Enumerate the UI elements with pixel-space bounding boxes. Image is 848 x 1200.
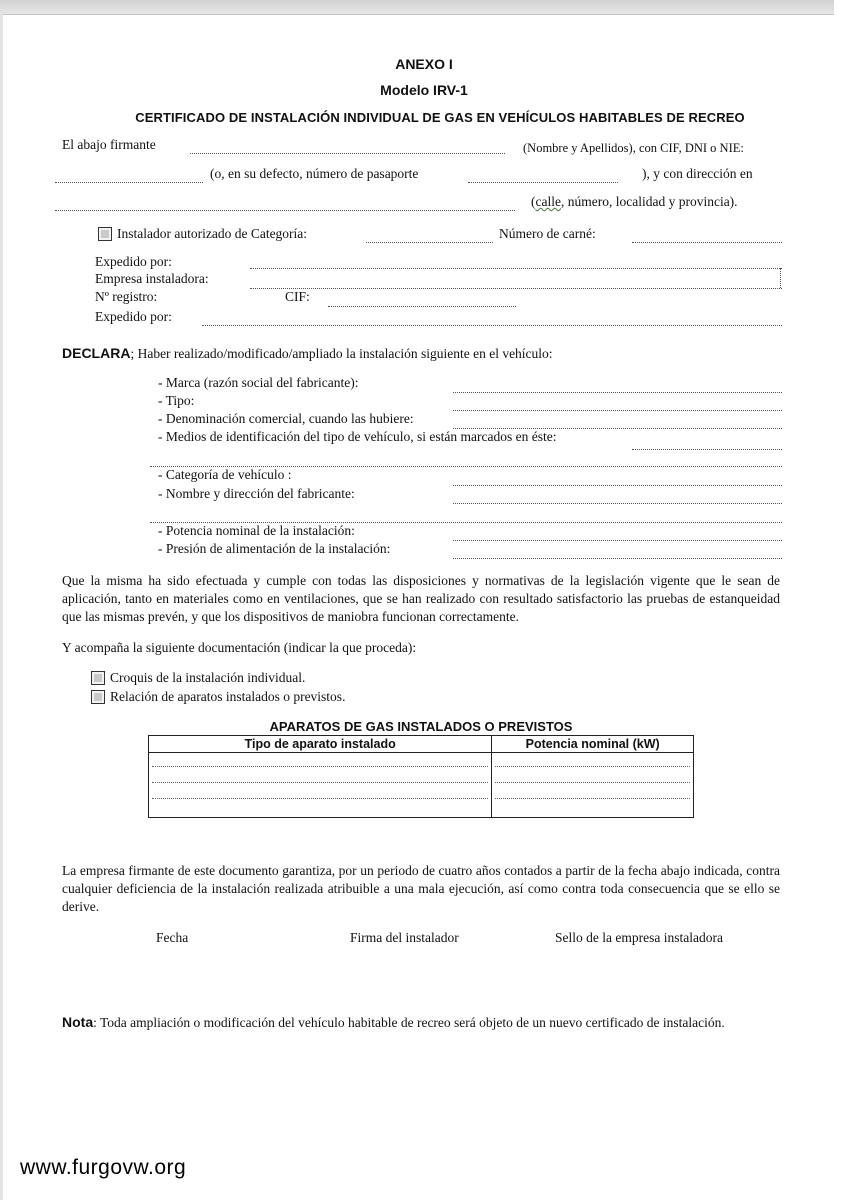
fecha-label: Fecha: [156, 930, 189, 945]
expedido-por-field-1[interactable]: [250, 268, 782, 269]
declara-item: - Presión de alimentación de la instalación:: [158, 541, 391, 556]
watermark-text: www.furgovw.org: [20, 1156, 187, 1179]
tipo-cell[interactable]: [149, 785, 492, 801]
declara-item: - Medios de identificación del tipo de vehículo, si están marcados en éste:: [158, 429, 557, 444]
declara-item: - Nombre y dirección del fabricante:: [158, 486, 355, 501]
direccion-field[interactable]: [55, 210, 515, 211]
potencia-cell[interactable]: [492, 753, 694, 770]
presion-field[interactable]: [453, 558, 782, 559]
abajo-firmante-label: El abajo firmante: [62, 137, 156, 152]
declara-item: - Categoría de vehículo :: [158, 467, 292, 482]
categoria-field[interactable]: [366, 242, 493, 243]
direccion-label: ), y con dirección en: [642, 166, 753, 181]
firma-instalador-label: Firma del instalador: [350, 930, 459, 945]
table-row: [149, 801, 694, 818]
marca-field[interactable]: [453, 392, 782, 393]
instalador-checkbox[interactable]: [98, 227, 112, 241]
instalador-label: Instalador autorizado de Categoría:: [117, 226, 308, 241]
expedido-por-field-2[interactable]: [202, 325, 782, 326]
fabricante-field[interactable]: [453, 503, 782, 504]
relacion-label: Relación de aparatos instalados o previstos.: [110, 689, 346, 704]
tipo-cell[interactable]: [149, 801, 492, 818]
categoria-vehiculo-field[interactable]: [453, 485, 782, 486]
nota-label: Nota: [62, 1014, 94, 1030]
expedido-por-label-2: Expedido por:: [95, 309, 172, 324]
empresa-field[interactable]: [250, 288, 782, 289]
nombre-field[interactable]: [190, 153, 505, 154]
documentacion-intro: Y acompaña la siguiente documentación (indicar la que proceda):: [62, 640, 417, 655]
registro-label: Nº registro:: [95, 289, 158, 304]
declara-item: - Denominación comercial, cuando las hubiere:: [158, 411, 414, 426]
potencia-cell[interactable]: [492, 801, 694, 818]
numero-carne-field[interactable]: [632, 242, 782, 243]
expedido-por-label-1: Expedido por:: [95, 254, 172, 269]
empresa-field-edge: [780, 268, 781, 288]
declara-item: - Tipo:: [158, 393, 195, 408]
nombre-apellidos-label: (Nombre y Apellidos), con CIF, DNI o NIE:: [523, 141, 744, 155]
calle-label: (calle, número, localidad y provincia).: [531, 194, 738, 209]
nota-paragraph: [62, 1013, 818, 1032]
potencia-cell[interactable]: [492, 769, 694, 785]
cif-field[interactable]: [328, 306, 516, 307]
window-left-edge: [0, 14, 3, 1200]
column-header-potencia: Potencia nominal (kW): [492, 736, 694, 753]
relacion-checkbox[interactable]: [91, 690, 105, 704]
declara-text: ; Haber realizado/modificado/ampliado la instalación siguiente en el vehículo:: [130, 346, 553, 361]
declara-label: DECLARA: [62, 345, 131, 361]
garantia-paragraph: La empresa firmante de este documento garantiza, por un periodo de cuatro años contados a partir de la fecha abajo indicada, contra cualquier deficiencia de la instalación realizada atribuible a una mala ejecución, así como contra toda consecuencia que se ello se derive.: [62, 863, 780, 914]
table-row: [149, 753, 694, 770]
document-title: CERTIFICADO DE INSTALACIÓN INDIVIDUAL DE GAS EN VEHÍCULOS HABITABLES DE RECREO: [135, 110, 745, 125]
pasaporte-field[interactable]: [468, 182, 618, 183]
cif-label: CIF:: [285, 289, 310, 304]
declara-item: - Marca (razón social del fabricante):: [158, 375, 359, 390]
aparatos-title: APARATOS DE GAS INSTALADOS O PREVISTOS: [269, 719, 573, 734]
window-top-edge: [0, 0, 834, 15]
declara-item: - Potencia nominal de la instalación:: [158, 523, 355, 538]
identificacion-field[interactable]: [632, 449, 782, 450]
empresa-label: Empresa instaladora:: [95, 271, 209, 286]
tipo-cell[interactable]: [149, 753, 492, 770]
modelo-heading: Modelo IRV-1: [380, 82, 468, 98]
column-header-tipo: Tipo de aparato instalado: [149, 736, 492, 753]
pasaporte-label: (o, en su defecto, número de pasaporte: [210, 166, 419, 181]
anexo-heading: ANEXO I: [395, 56, 453, 72]
potencia-field[interactable]: [453, 540, 782, 541]
conformidad-paragraph: Que la misma ha sido efectuada y cumple con todas las disposiciones y normativas de la legislación vigente que le sean de aplicación, tanto en materiales como en ventilaciones, que se han realizado con resultado satisfactorio las pruebas de estanqueidad que las mismas prevén, y que los dispositivos de maniobra funcionan correctamente.: [62, 573, 780, 624]
tipo-cell[interactable]: [149, 769, 492, 785]
nota-text: : Toda ampliación o modificación del vehículo habitable de recreo será objeto de un nuevo certificado de instalación.: [93, 1015, 725, 1030]
tipo-field[interactable]: [453, 410, 782, 411]
croquis-checkbox[interactable]: [91, 671, 105, 685]
numero-carne-label: Número de carné:: [499, 226, 596, 241]
table-row: [149, 769, 694, 785]
croquis-label: Croquis de la instalación individual.: [110, 670, 306, 685]
dni-field[interactable]: [55, 182, 203, 183]
aparatos-table: [148, 735, 694, 818]
sello-empresa-label: Sello de la empresa instaladora: [555, 930, 723, 945]
potencia-cell[interactable]: [492, 785, 694, 801]
declara-line: [62, 345, 553, 362]
table-row: [149, 785, 694, 801]
